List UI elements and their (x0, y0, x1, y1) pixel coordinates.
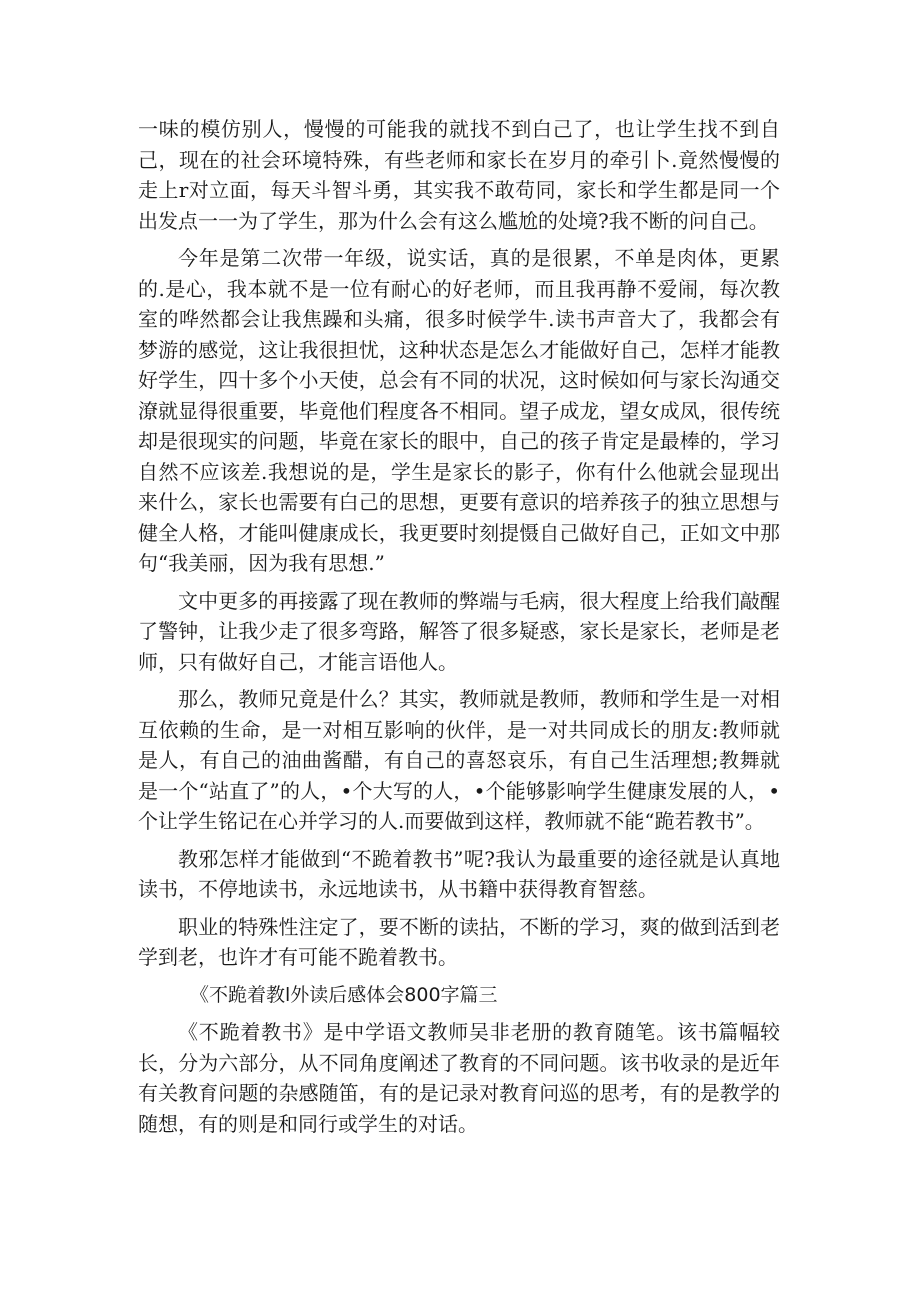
paragraph-lifelong-learning: 职业的特殊性注定了，要不断的读拈，不断的学习，爽的做到活到老学到老，也许才有可能不跪着教书。 (138, 914, 780, 969)
paragraph-what-is-teacher: 那么，教师兄竟是什么？其实，教师就是教师，教师和学生是一对相互依赖的生命，是一对相互影响的伙伴，是一对共同成长的朋友:教师就是人，有自己的油曲酱醋，有自己的喜怒哀乐，有自己生活理想;教舞就是一个“站直了”的人，•个大写的人，•个能够影响学生健康发展的人，•个让学生铭记在心并学习的人.而要做到这样，教师就不能“跪若教书”。 (138, 687, 780, 833)
section-heading: 《不跪着教l外读后感体会800字篇三 (190, 983, 498, 1006)
paragraph-book-intro: 《不跪着教书》是中学语文教师吴非老册的教育随笔。该书篇幅较长，分为六部分，从不同角度阐述了教育的不同问题。该书收录的是近年有关教育问题的杂感随笛，有的是记录对教育问巡的思考，有的是教学的随想，有的则是和同行或学生的对话。 (138, 1020, 780, 1136)
paragraph-self-reflection: 一味的模仿别人，慢慢的可能我的就找不到白己了，也让学生找不到自己，现在的社会环境特殊，有些老师和家长在岁月的牵引卜.竟然慢慢的走上r对立面，每天斗智斗勇，其实我不敢苟同，家长和学生都是同一个出发点一一为了学生，那为什么会有这么尴尬的处境?我不断的问自己。 (138, 117, 780, 233)
paragraph-first-grade: 今年是第二次带一年级，说实话，真的是很累，不单是肉体，更累的.是心，我本就不是一位有耐心的好老师，而且我再静不爱闹，每次教室的哗然都会让我焦躁和头痛，很多时候学牛.读书声音大了，我都会有梦游的感觉，这让我很担忧，这种状态是怎么才能做好自己，怎样才能教好学生，四十多个小天使，总会有不同的状况，这时候如何与家长沟通交潦就显得很重要，毕竟他们程度各不相同。望子成龙，望女成凤，很传统却是很现实的问题，毕竟在家长的眼中，自己的孩子肯定是最棒的，学习自然不应该差.我想说的是，学生是家长的影子，你有什么他就会显现出来什么，家长也需要有白己的思想，更要有意识的培养孩子的独立思想与健全人格，才能叫健康成长，我更要时刻提慑自己做好自己，正如文中那句“我美丽，因为我有思想.” (138, 246, 780, 575)
paragraph-warning-bell: 文中更多的再接露了现在教师的弊端与毛病，很大程度上给我们敲醒了警钟，让我少走了很多弯路，解答了很多疑惑，家长是家长，老师是老师，只有做好自己，才能言语他人。 (138, 588, 780, 674)
paragraph-reading-books: 教邪怎样才能做到“不跪着教书”呢?我认为最重要的途径就是认真地读书，不停地读书，永远地读书，从书籍中获得教育智慈。 (138, 846, 780, 901)
document-page (138, 114, 780, 1139)
